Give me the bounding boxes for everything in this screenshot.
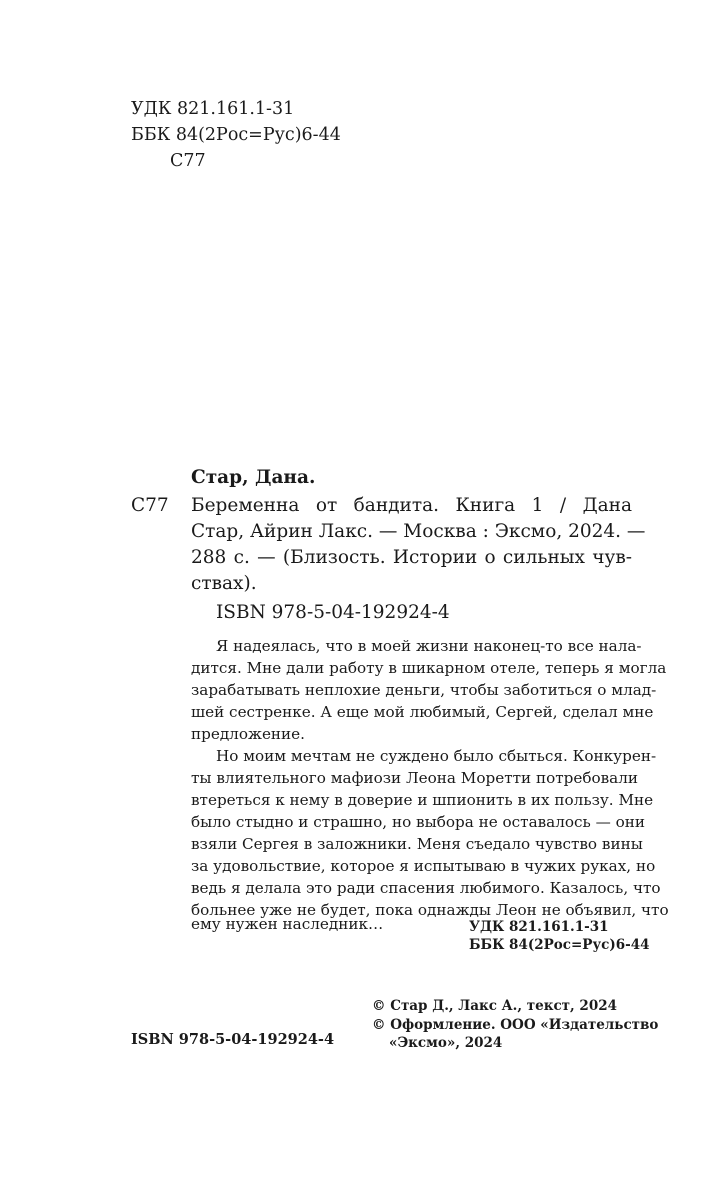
copyright-text: © Стар Д., Лакс А., текст, 2024 — [372, 998, 618, 1014]
copyright-design: © Оформление. ООО «Издательство — [372, 1017, 659, 1033]
annotation-line: зарабатывать неплохие деньги, чтобы заботиться о млад- — [191, 681, 657, 699]
record-author-sign: С77 — [131, 495, 169, 516]
udk-code-bottom: УДК 821.161.1-31 — [469, 919, 609, 935]
annotation-line: ему нужен наследник… — [191, 915, 384, 933]
annotation-line: шей сестренке. А еще мой любимый, Сергей, сделал мне — [191, 703, 654, 721]
annotation-line: втереться к нему в доверие и шпионить в их пользу. Мне — [191, 791, 654, 809]
annotation-line: ты влиятельного мафиози Леона Моретти потребовали — [191, 769, 638, 787]
annotation-line: было стыдно и страшно, но выбора не оставалось — они — [191, 813, 646, 831]
bbk-code-bottom: ББК 84(2Рос=Рус)6-44 — [469, 937, 650, 953]
record-isbn: ISBN 978-5-04-192924-4 — [216, 602, 450, 623]
annotation-line: ведь я делала это ради спасения любимого. Казалось, что — [191, 879, 661, 897]
copyright-design-cont: «Эксмо», 2024 — [389, 1035, 503, 1051]
annotation-line: дится. Мне дали работу в шикарном отеле, теперь я могла — [191, 659, 667, 677]
isbn-bottom: ISBN 978-5-04-192924-4 — [131, 1031, 335, 1048]
annotation-line: предложение. — [191, 725, 305, 743]
record-line: 288 с. — (Близость. Истории о сильных чув- — [191, 547, 632, 568]
record-line: ствах). — [191, 573, 257, 594]
bbk-code: ББК 84(2Рос=Рус)6-44 — [131, 125, 341, 145]
record-line: Стар, Айрин Лакс. — Москва : Эксмо, 2024. — — [191, 521, 646, 542]
record-line: Беременна от бандита. Книга 1 / Дана — [191, 495, 632, 516]
annotation-line: Я надеялась, что в моей жизни наконец-то все нала- — [216, 637, 642, 655]
annotation-line: за удовольствие, которое я испытываю в чужих руках, но — [191, 857, 656, 875]
annotation-line: Но моим мечтам не суждено было сбыться. Конкурен- — [216, 747, 657, 765]
author-sign: С77 — [170, 151, 206, 171]
annotation-line: взяли Сергея в заложники. Меня съедало чувство вины — [191, 835, 643, 853]
record-author: Стар, Дана. — [191, 467, 316, 488]
udk-code: УДК 821.161.1-31 — [131, 99, 295, 119]
annotation-line: больнее уже не будет, пока однажды Леон не объявил, что — [191, 901, 669, 919]
